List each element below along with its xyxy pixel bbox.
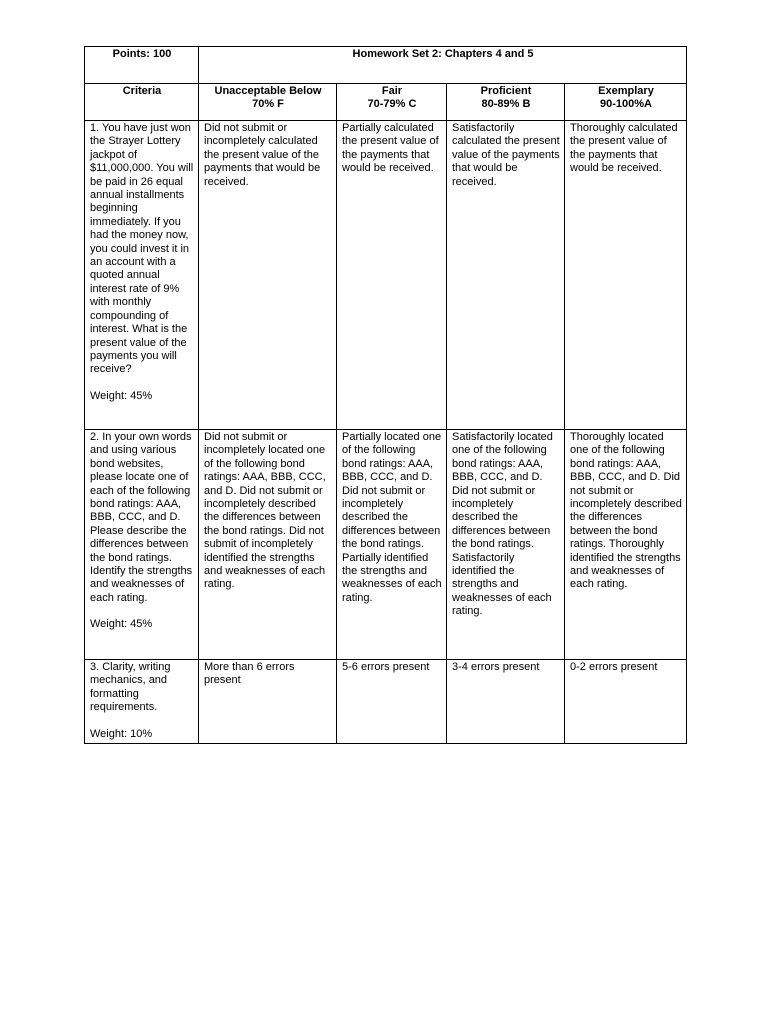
criterion-text: 3. Clarity, writing mechanics, and formatting requirements. [90,661,171,714]
cell-exemplary: 0-2 errors present [565,660,687,744]
level-header-proficient: Proficient 80-89% B [447,84,565,121]
criterion-cell [85,660,199,744]
points-row [85,47,687,84]
cell-fair: 5-6 errors present [337,660,447,744]
assignment-title: Homework Set 2: Chapters 4 and 5 [199,47,687,84]
cell-unacceptable: More than 6 errors present [199,660,337,744]
level-header-fair: Fair 70-79% C [337,84,447,121]
criterion-weight: Weight: 10% [90,727,153,740]
cell-proficient: Satisfactorily located one of the following bond ratings: AAA, BBB, CCC, and D. Did not submit or incompletely described the differences between the bond ratings. Satisfactorily identified the strengths and weaknesses of each rating. [447,430,565,660]
cell-proficient: Satisfactorily calculated the present value of the payments that would be received. [447,121,565,430]
criterion-weight: Weight: 45% [90,389,153,402]
rubric-table [84,46,687,744]
criterion-cell [85,121,199,430]
cell-fair: Partially located one of the following bond ratings: AAA, BBB, CCC, and D. Did not submit or incompletely described the differences between the bond ratings. Partially identified the strengths and weaknesses of each rating. [337,430,447,660]
criterion-text: 1. You have just won the Strayer Lottery jackpot of $11,000,000. You will be paid in 26 equal annual installments beginning immediately. If you had the money now, you could invest it in an account with a quoted annual interest rate of 9% with monthly compounding of interest. What is the present value of the payments you will receive? [90,122,194,376]
cell-exemplary: Thoroughly calculated the present value of the payments that would be received. [565,121,687,430]
cell-unacceptable: Did not submit or incompletely located one of the following bond ratings: AAA, BBB, CCC, and D. Did not submit or incompletely described the differences between the bond ratings. Did not submit of incompletely identified the strengths and weaknesses of each rating. [199,430,337,660]
criterion-cell [85,430,199,660]
points-cell: Points: 100 [85,47,199,84]
criterion-row [85,660,687,744]
criterion-row [85,121,687,430]
criterion-row [85,430,687,660]
level-header-exemplary: Exemplary 90-100%A [565,84,687,121]
cell-exemplary: Thoroughly located one of the following bond ratings: AAA, BBB, CCC, and D. Did not submit or incompletely described the differences between the bond ratings. Thoroughly identified the strengths and weaknesses of each rating. [565,430,687,660]
criterion-text: 2. In your own words and using various bond websites, please locate one of each of the following bond ratings: AAA, BBB, CCC, and D. Please describe the differences between the bond ratings. Identify the strengths and weaknesses of each rating. [90,431,193,604]
cell-fair: Partially calculated the present value of the payments that would be received. [337,121,447,430]
criteria-header: Criteria [85,84,199,121]
cell-unacceptable: Did not submit or incompletely calculated the present value of the payments that would be received. [199,121,337,430]
criterion-weight: Weight: 45% [90,618,153,631]
level-header-row [85,84,687,121]
cell-proficient: 3-4 errors present [447,660,565,744]
level-header-unacceptable: Unacceptable Below 70% F [199,84,337,121]
